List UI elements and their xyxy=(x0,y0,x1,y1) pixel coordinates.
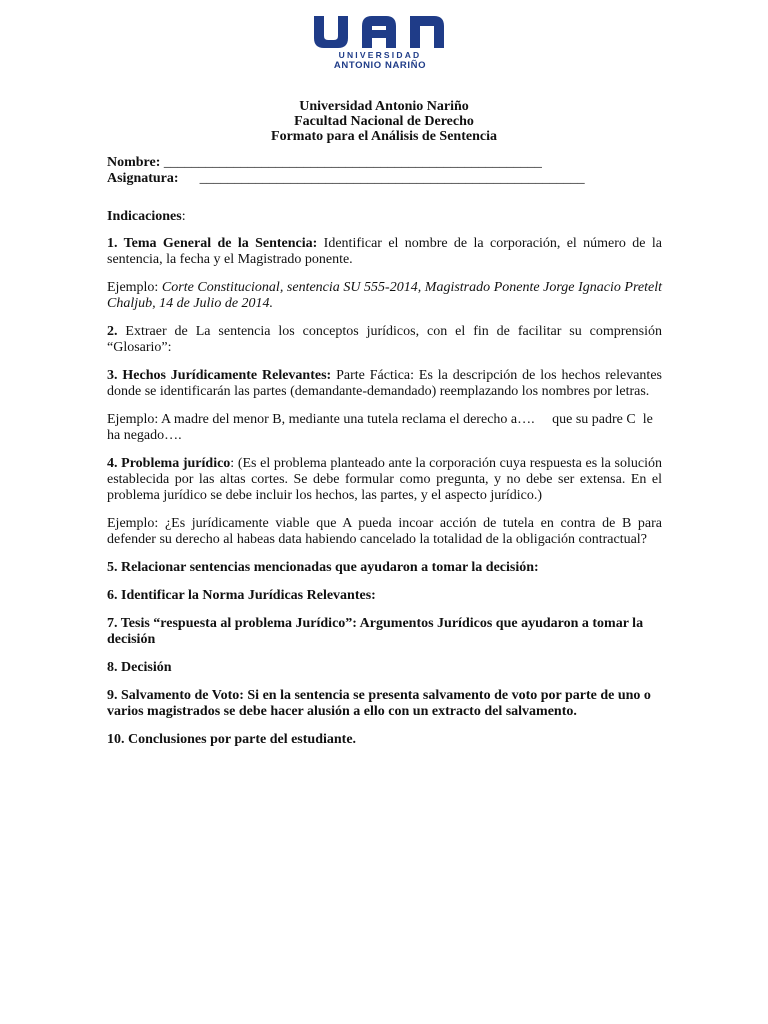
section-1 xyxy=(107,236,662,268)
section-2-number: 2. xyxy=(107,324,118,339)
header-faculty: Facultad Nacional de Derecho xyxy=(294,114,474,129)
asignatura-label: Asignatura: xyxy=(107,171,179,186)
section-2 xyxy=(107,324,662,356)
section-3-example: Ejemplo: A madre del menor B, mediante una tutela reclama el derecho a…. que su padre C le ha negado…. xyxy=(107,412,657,443)
section-3 xyxy=(107,368,662,400)
section-1-text: Identificar el nombre de la corporación, el número de la sentencia, la fecha y el Magistrado ponente. xyxy=(107,236,662,267)
section-1-example: Ejemplo: Corte Constitucional, sentencia SU 555-2014, Magistrado Ponente Jorge Ignacio Pretelt Chaljub, 14 de Julio de 2014. xyxy=(107,280,662,311)
section-4-text: : (Es el problema planteado ante la corporación cuya respuesta es la solución establecida por las altas cortes. Se debe formular como pregunta, y no debe ser extensa. En el problema jurídico se debe incluir los hechos, las partes, y el aspecto jurídico.) xyxy=(107,456,662,503)
section-4-title: 4. Problema jurídico xyxy=(107,456,231,471)
logo-line-universidad: UNIVERSIDAD xyxy=(338,50,422,60)
section-5: 5. Relacionar sentencias mencionadas que ayudaron a tomar la decisión: xyxy=(107,560,539,575)
nombre-field xyxy=(107,155,662,171)
section-4-example: Ejemplo: ¿Es jurídicamente viable que A pueda incoar acción de tutela en contra de B para defender su derecho al habeas data habiendo cancelado la totalidad de la obligación contractual? xyxy=(107,516,662,547)
logo-line-antonio-narino: ANTONIO NARIÑO xyxy=(333,60,427,71)
nombre-line: ______________________________________________________ xyxy=(163,155,542,170)
header-format-title: Formato para el Análisis de Sentencia xyxy=(271,129,497,144)
asignatura-field xyxy=(107,171,662,187)
section-10: 10. Conclusiones por parte del estudiante. xyxy=(107,732,357,747)
section-1-title: 1. Tema General de la Sentencia: xyxy=(107,236,318,251)
section-8: 8. Decisión xyxy=(107,660,172,675)
section-3-title: 3. Hechos Jurídicamente Relevantes: xyxy=(107,368,332,383)
section-7: 7. Tesis “respuesta al problema Jurídico”: Argumentos Jurídicos que ayudaron a tomar la decisión xyxy=(107,616,644,647)
section-9: 9. Salvamento de Voto: Si en la sentencia se presenta salvamento de voto por parte de uno o varios magistrados se debe hacer alusión a ello con un extracto del salvamento. xyxy=(107,688,651,719)
section-3-text: Parte Fáctica: Es la descripción de los hechos relevantes donde se identificarán las partes (demandante-demandado) reemplazando los nombres por letras. xyxy=(107,368,662,399)
document-body xyxy=(107,155,662,748)
section-6: 6. Identificar la Norma Jurídicas Relevantes: xyxy=(107,588,376,603)
asignatura-line: _______________________________________________________ xyxy=(199,171,585,186)
document-header xyxy=(0,99,768,144)
section-2-text: Extraer de La sentencia los conceptos jurídicos, con el fin de facilitar su comprensión “Glosario”: xyxy=(107,324,662,355)
university-logo xyxy=(310,14,450,72)
indicaciones-heading: Indicaciones: xyxy=(107,209,186,224)
uan-wordmark-icon xyxy=(310,14,450,50)
section-4 xyxy=(107,456,662,504)
nombre-label: Nombre: xyxy=(107,155,161,170)
header-university: Universidad Antonio Nariño xyxy=(299,99,469,114)
